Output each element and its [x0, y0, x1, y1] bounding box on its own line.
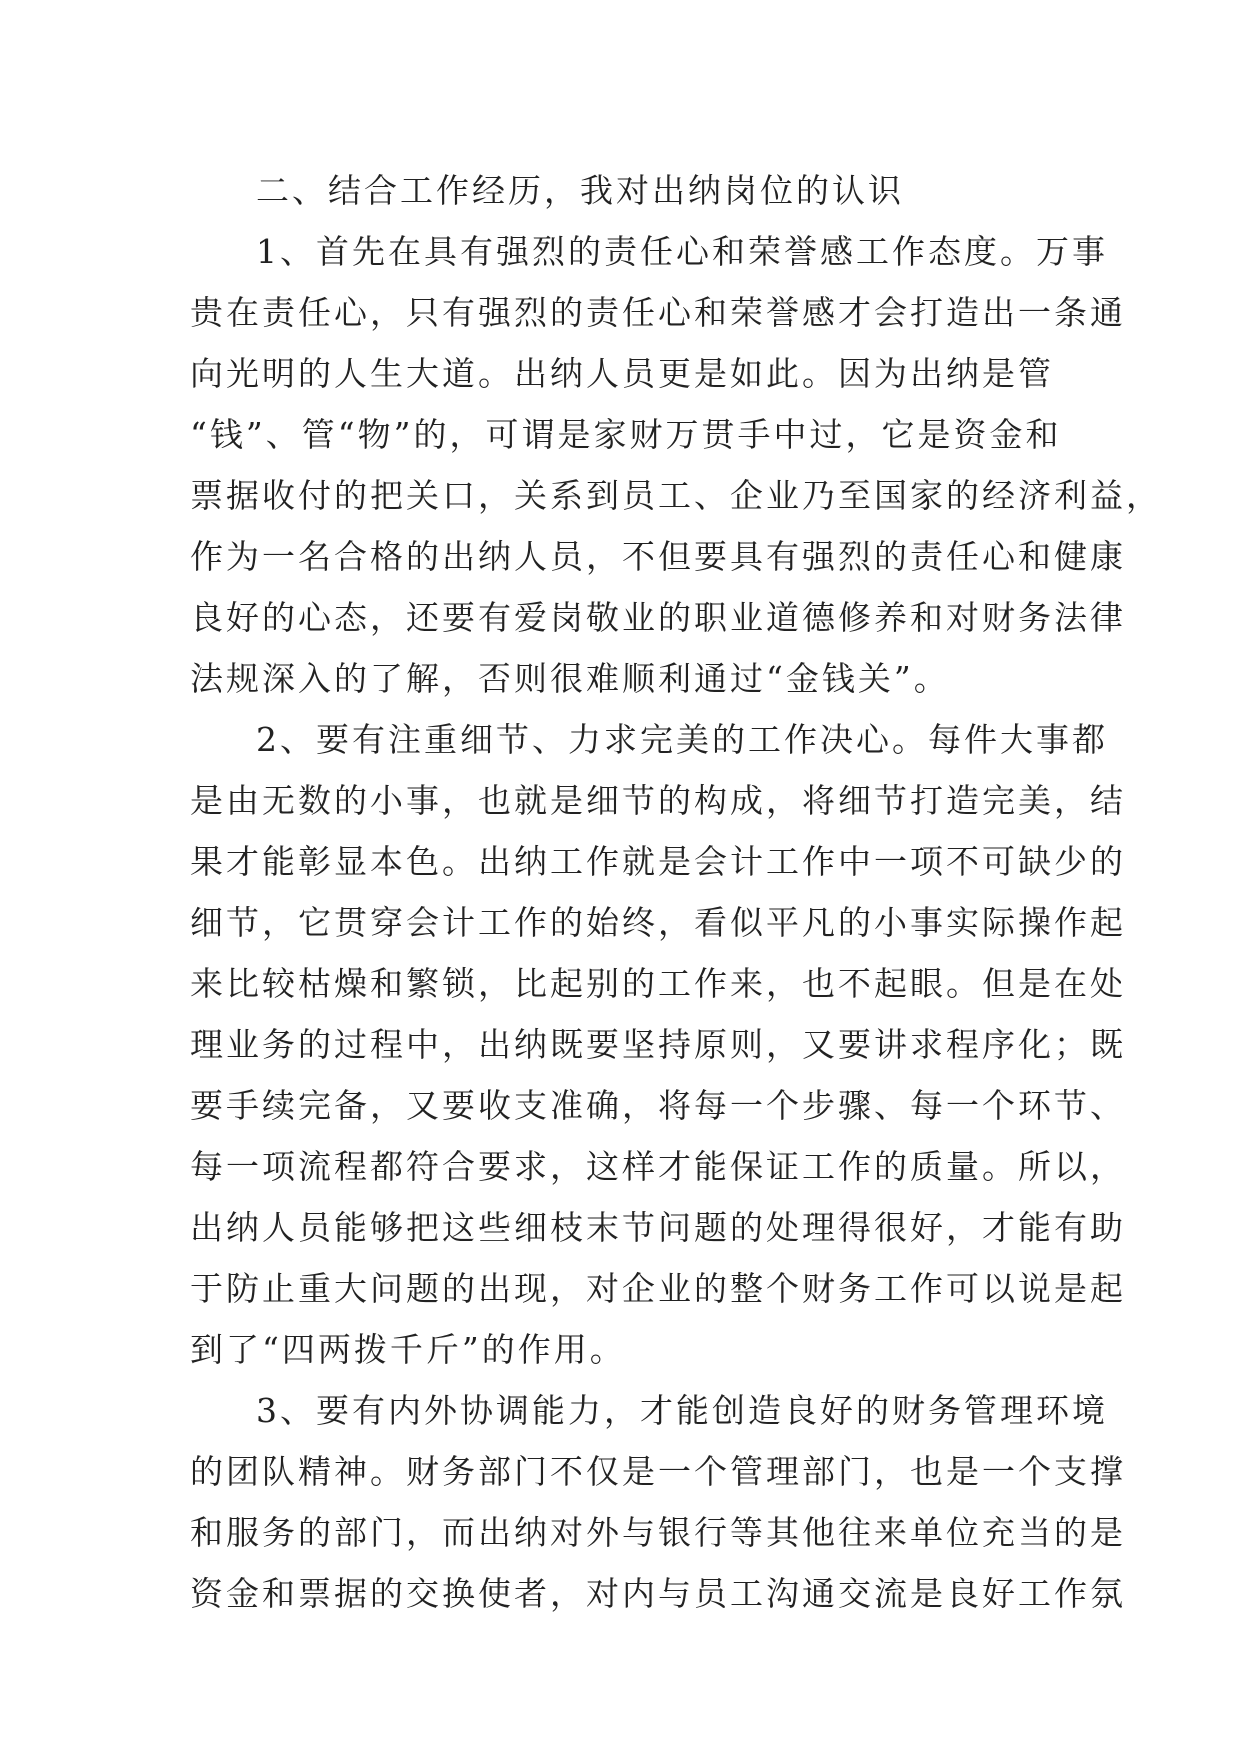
text-line: 良好的心态，还要有爱岗敬业的职业道德修养和对财务法律	[190, 598, 1126, 637]
text-line: 1、首先在具有强烈的责任心和荣誉感工作态度。万事	[256, 232, 1108, 271]
text-line: 果才能彰显本色。出纳工作就是会计工作中一项不可缺少的	[190, 842, 1126, 881]
text-line: 资金和票据的交换使者，对内与员工沟通交流是良好工作氛	[190, 1574, 1126, 1613]
text-line: 每一项流程都符合要求，这样才能保证工作的质量。所以，	[190, 1147, 1126, 1186]
text-line: 出纳人员能够把这些细枝末节问题的处理得很好，才能有助	[190, 1208, 1126, 1247]
text-line: 向光明的人生大道。出纳人员更是如此。因为出纳是管	[190, 354, 1054, 393]
text-line: 要手续完备，又要收支准确，将每一个步骤、每一个环节、	[190, 1086, 1126, 1125]
text-line: 理业务的过程中，出纳既要坚持原则，又要讲求程序化；既	[190, 1025, 1126, 1064]
text-line: “钱”、管“物”的，可谓是家财万贯手中过，它是资金和	[190, 415, 1062, 454]
text-line: 来比较枯燥和繁锁，比起别的工作来，也不起眼。但是在处	[190, 964, 1126, 1003]
text-line: 细节，它贯穿会计工作的始终，看似平凡的小事实际操作起	[190, 903, 1126, 942]
text-line: 和服务的部门，而出纳对外与银行等其他往来单位充当的是	[190, 1513, 1126, 1552]
text-line: 3、要有内外协调能力，才能创造良好的财务管理环境	[256, 1391, 1108, 1430]
text-line: 法规深入的了解，否则很难顺利通过“金钱关”。	[190, 659, 950, 698]
text-line: 的团队精神。财务部门不仅是一个管理部门，也是一个支撑	[190, 1452, 1126, 1491]
text-line: 2、要有注重细节、力求完美的工作决心。每件大事都	[256, 720, 1108, 759]
text-line: 贵在责任心，只有强烈的责任心和荣誉感才会打造出一条通	[190, 293, 1126, 332]
document-body	[190, 160, 1162, 1624]
text-line: 到了“四两拨千斤”的作用。	[190, 1330, 626, 1369]
text-line: 于防止重大问题的出现，对企业的整个财务工作可以说是起	[190, 1269, 1126, 1308]
text-line: 作为一名合格的出纳人员，不但要具有强烈的责任心和健康	[190, 537, 1126, 576]
text-line: 二、结合工作经历，我对出纳岗位的认识	[256, 171, 904, 210]
text-line: 是由无数的小事，也就是细节的构成，将细节打造完美，结	[190, 781, 1126, 820]
text-line: 票据收付的把关口，关系到员工、企业乃至国家的经济利益，	[190, 476, 1162, 515]
